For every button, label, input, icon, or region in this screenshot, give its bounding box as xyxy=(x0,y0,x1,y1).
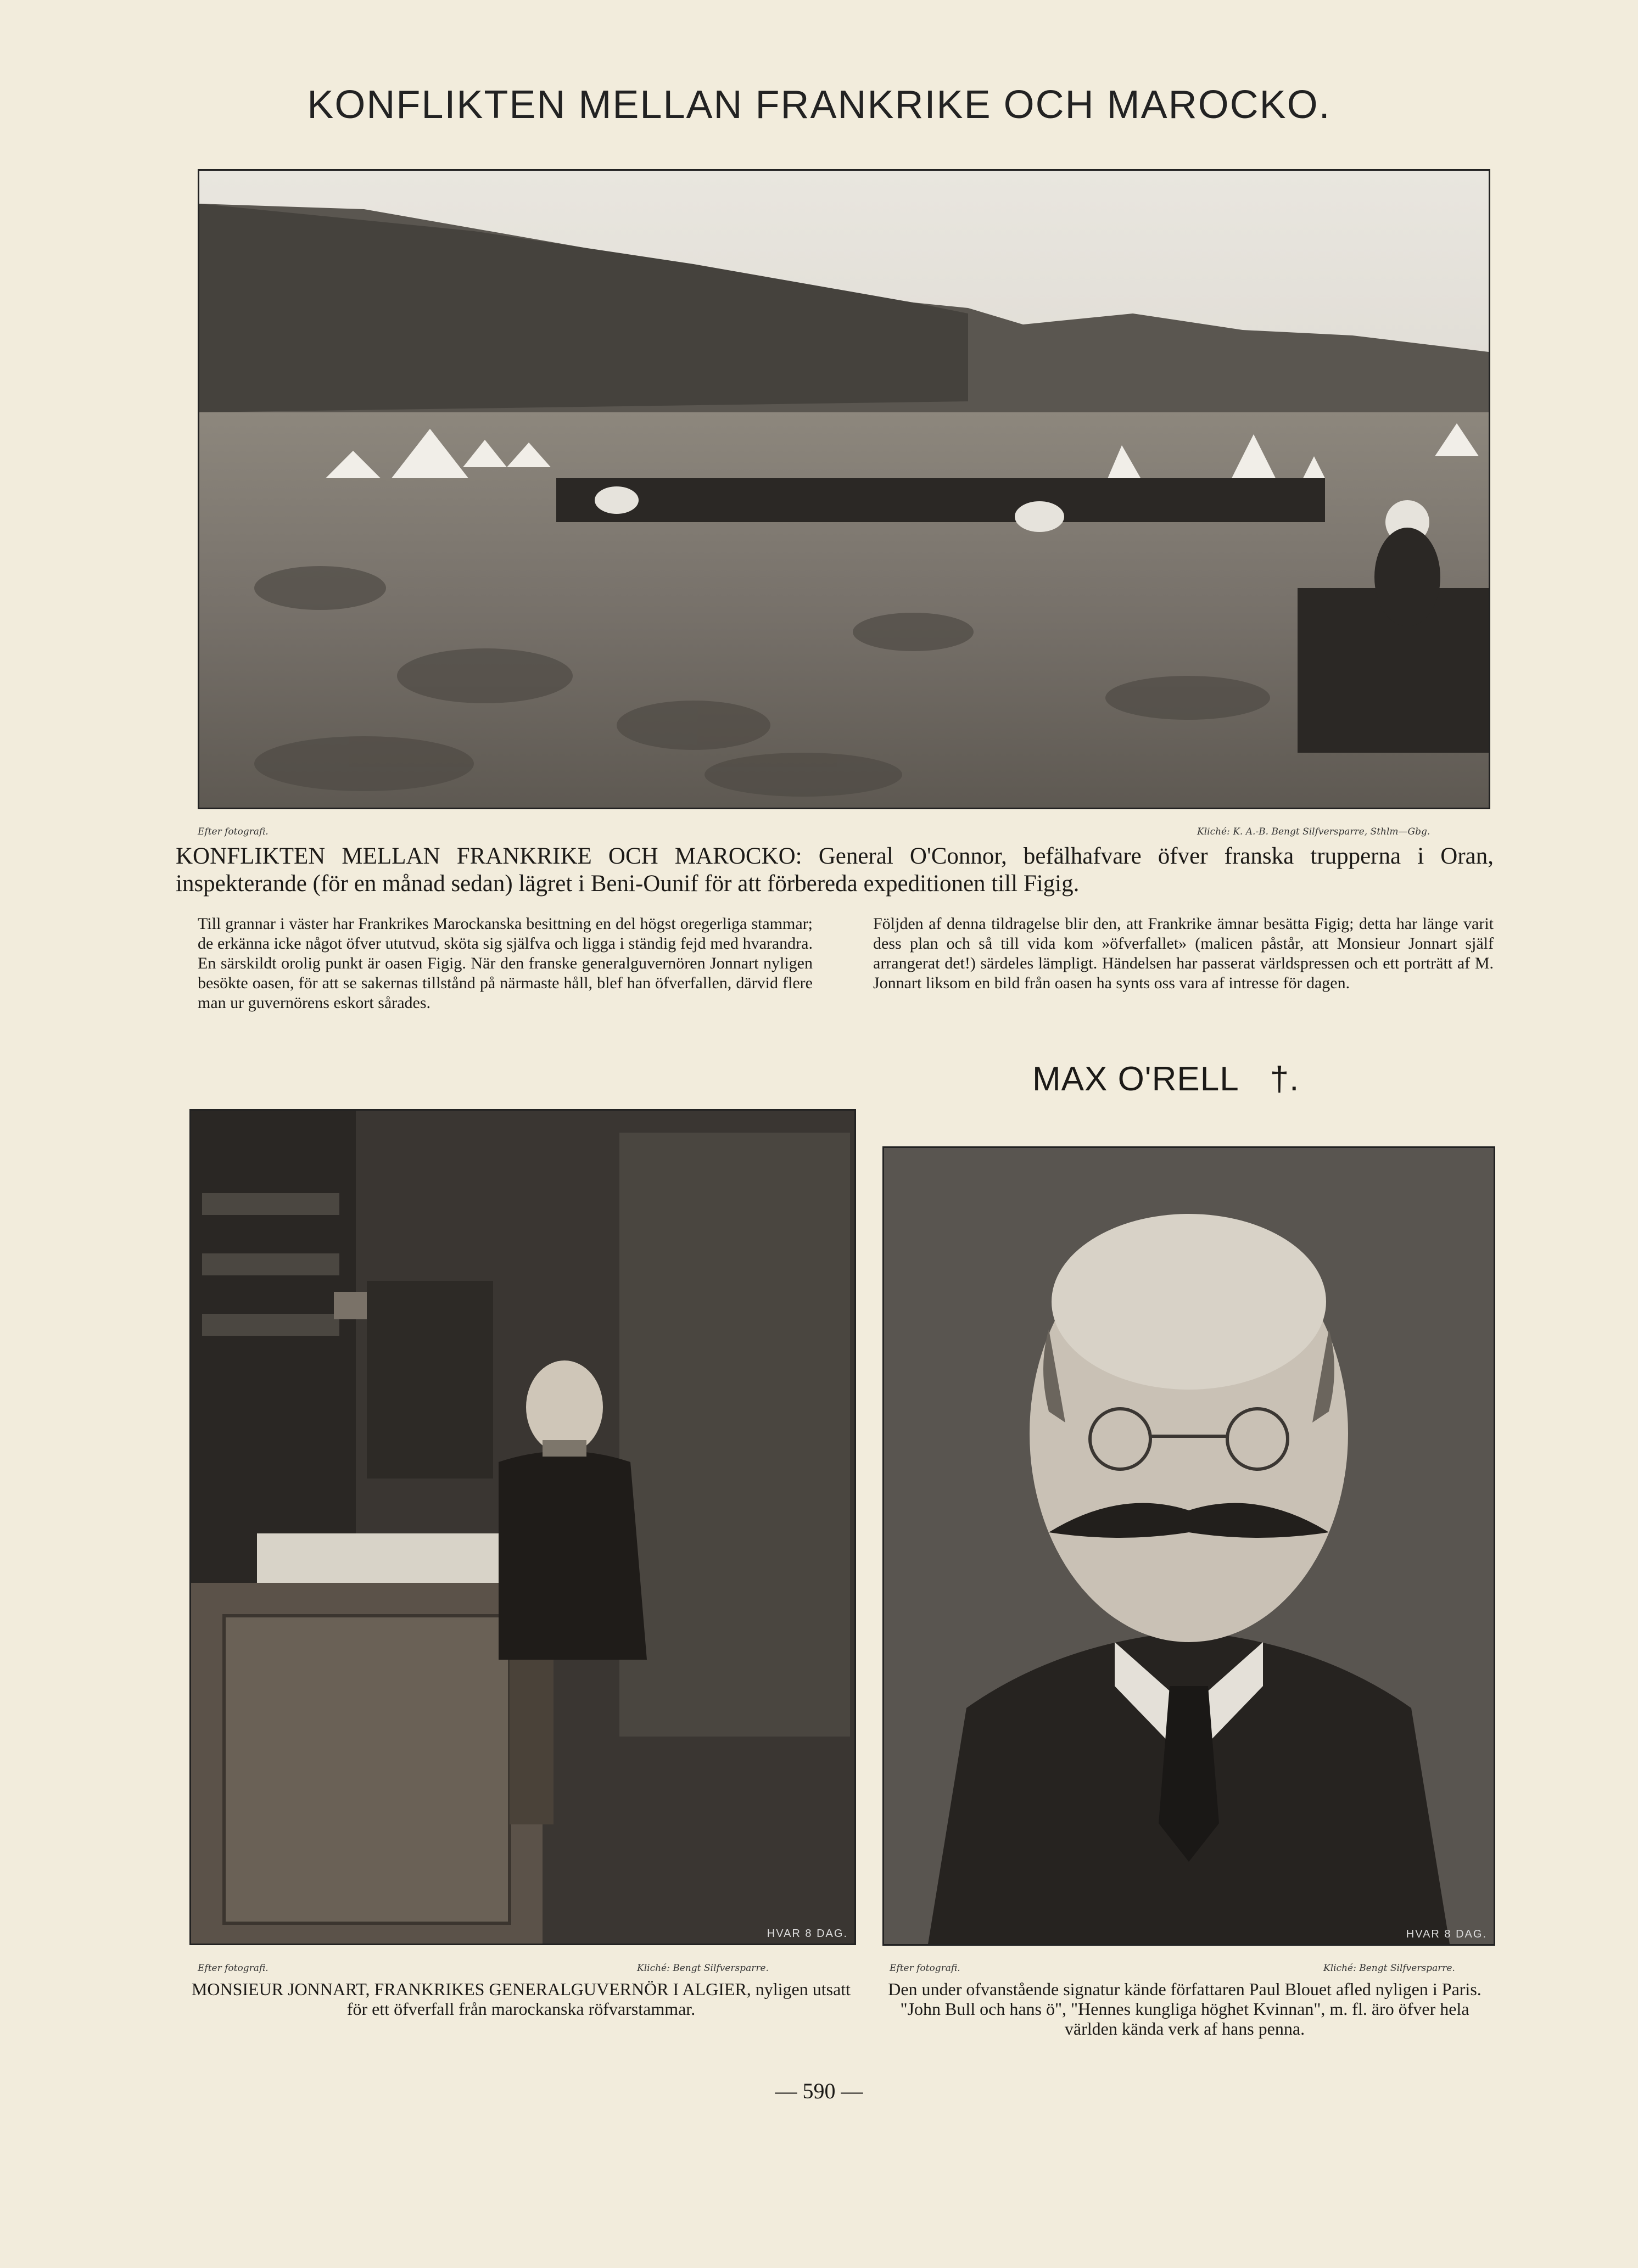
max-orell-portrait-image xyxy=(884,1148,1494,1944)
right-photo-credit-left: Efter fotografi. xyxy=(890,1963,960,1974)
left-photo-caption: MONSIEUR JONNART, FRANKRIKES GENERALGUVERNÖR I ALGIER, nyligen utsatt för ett öfverfall från marockanska röfvarstammar. xyxy=(191,1979,851,2019)
section-title-cross: †. xyxy=(1270,1060,1300,1098)
page-number: — 590 — xyxy=(775,2079,863,2103)
left-photo-credit-right: Kliché: Bengt Silfversparre. xyxy=(637,1963,769,1974)
top-photo-caption: KONFLIKTEN MELLAN FRANKRIKE OCH MAROCKO: General O'Connor, befälhafvare öfver franska trupperna i Oran, inspekterande (för en månad sedan) lägret i Beni-Ounif för att förbereda expeditionen till Figig. xyxy=(176,843,1494,897)
page-title: KONFLIKTEN MELLAN FRANKRIKE OCH MAROCKO. xyxy=(307,83,1331,127)
right-column-text: Följden af denna tildragelse blir den, att Frankrike ämnar besätta Figig; detta har länge varit dess plan och så till vida kom »öfverfallet» (malicen påstår, att Monsieur Jonnart själf arrangerat det!) särdeles lämpligt. Händelsen har passerat världspressen och ett porträtt af M. Jonnart liksom en bild från oasen ha synts oss vara af intresse för dagen. xyxy=(873,915,1494,992)
camp-photo-image xyxy=(199,171,1489,808)
right-photo-credit-right: Kliché: Bengt Silfversparre. xyxy=(1323,1963,1455,1974)
top-photo-credit-left: Efter fotografi. xyxy=(198,826,269,837)
portrait-watermark: HVAR 8 DAG. xyxy=(1406,1928,1487,1940)
jonnart-photo-watermark: HVAR 8 DAG. xyxy=(767,1928,848,1940)
top-photo-credit-right: Kliché: K. A.-B. Bengt Silfversparre, Sthlm—Gbg. xyxy=(1197,826,1430,837)
section-title xyxy=(1032,1060,1299,1099)
left-column-text: Till grannar i väster har Frankrikes Marockanska besittning en del högst oregerliga stammar; de erkänna icke något öfver ututvud, sköta sig själfva och ligga i ständig fejd med hvarandra. En särskildt orolig punkt är oasen Figig. När den franske generalguvernören Jonnart nyligen besökte oasen, för att se sakernas tillstånd på närmaste håll, blef han öfverfallen, därvid flere man ur guvernörens eskort sårades. xyxy=(198,915,813,1012)
jonnart-photo xyxy=(189,1109,856,1945)
left-photo-credit-left: Efter fotografi. xyxy=(198,1963,269,1974)
section-title-name: MAX O'RELL xyxy=(1032,1060,1238,1098)
max-orell-portrait xyxy=(882,1146,1495,1946)
jonnart-photo-image xyxy=(191,1111,854,1944)
right-photo-caption: Den under ofvanstående signatur kände författaren Paul Blouet afled nyligen i Paris. "John Bull och hans ö", "Hennes kungliga höghet Kvinnan", m. fl. äro öfver hela världen kända verk af hans penna. xyxy=(888,1979,1482,2039)
camp-photo xyxy=(198,169,1490,809)
